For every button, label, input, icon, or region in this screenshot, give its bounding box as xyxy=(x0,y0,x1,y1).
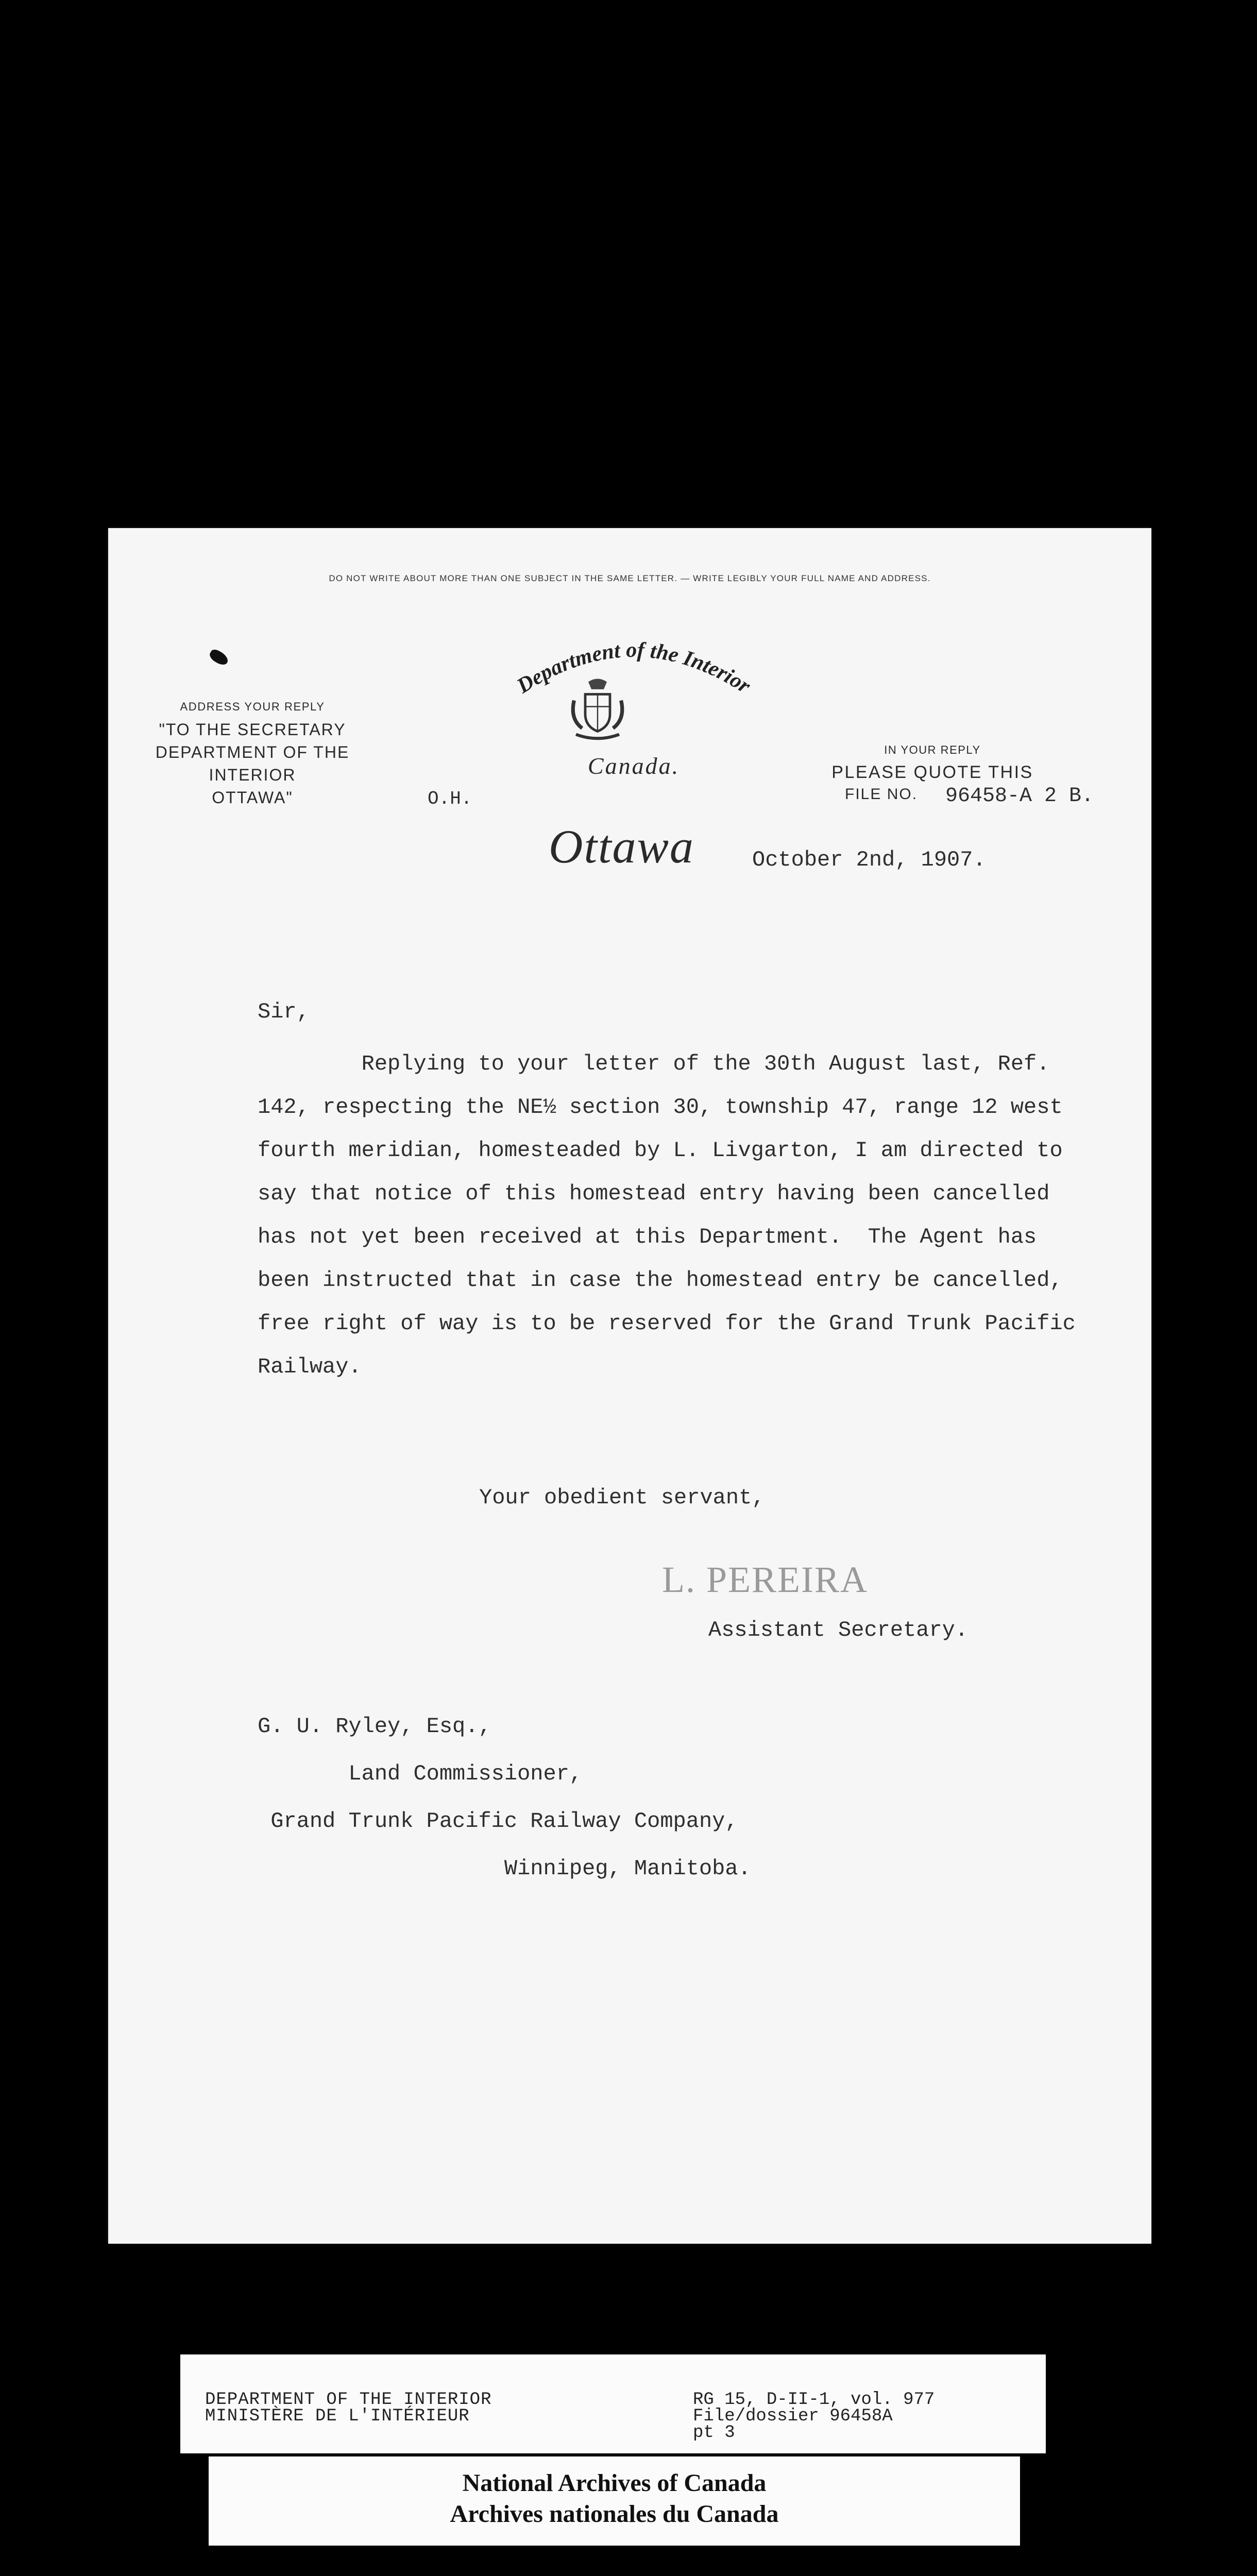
body-line: say that notice of this homestead entry having been cancelled xyxy=(258,1181,1050,1206)
department-fr: MINISTÈRE DE L'INTÉRIEUR xyxy=(205,2406,470,2426)
file-no-label: FILE NO. xyxy=(845,786,918,803)
letter-date: October 2nd, 1907. xyxy=(752,848,986,872)
archives-name-en: National Archives of Canada xyxy=(462,2469,767,2497)
addressee-line: G. U. Ryley, Esq., xyxy=(258,1714,491,1739)
archives-name-fr: Archives nationales du Canada xyxy=(450,2500,779,2528)
signature-stamp: L. PEREIRA xyxy=(662,1559,869,1600)
country-name: Canada. xyxy=(587,753,680,779)
body-line: 142, respecting the NE½ section 30, township 47, range 12 west xyxy=(258,1095,1063,1120)
body-line: free right of way is to be reserved for the Grand Trunk Pacific xyxy=(258,1311,1076,1336)
addressee-line: Land Commissioner, xyxy=(258,1761,583,1786)
addressee-block xyxy=(258,1703,751,1892)
signer-title: Assistant Secretary. xyxy=(708,1618,969,1642)
department-letterhead xyxy=(500,629,768,706)
reply-line1: IN YOUR REPLY xyxy=(884,743,981,756)
address-reply-line3: DEPARTMENT OF THE INTERIOR xyxy=(155,743,350,784)
body-line: fourth meridian, homesteaded by L. Livgarton, I am directed to xyxy=(258,1138,1063,1163)
address-reply-line1: ADDRESS YOUR REPLY xyxy=(180,700,325,713)
royal-crest-icon xyxy=(567,675,628,744)
salutation: Sir, xyxy=(258,999,310,1024)
addressee-line: Winnipeg, Manitoba. xyxy=(258,1856,751,1881)
body-line: been instructed that in case the homestead entry be cancelled, xyxy=(258,1268,1063,1293)
archives-name xyxy=(209,2468,1020,2530)
closing: Your obedient servant, xyxy=(479,1485,765,1510)
department-en: DEPARTMENT OF THE INTERIOR xyxy=(205,2390,492,2410)
body-line: has not yet been received at this Department. The Agent has xyxy=(258,1225,1037,1249)
address-reply-block xyxy=(131,696,373,809)
top-instruction-note: DO NOT WRITE ABOUT MORE THAN ONE SUBJECT IN THE SAME LETTER. — WRITE LEGIBLY YOUR FULL NAME AND ADDRESS. xyxy=(329,573,931,583)
body-line: Railway. xyxy=(258,1354,362,1379)
address-reply-line2: "TO THE SECRETARY xyxy=(159,720,346,739)
archives-stamp-label xyxy=(209,2456,1020,2546)
reference-line3: pt 3 xyxy=(693,2423,735,2443)
department-label xyxy=(205,2392,492,2425)
addressee-line: Grand Trunk Pacific Railway Company, xyxy=(258,1809,738,1834)
reference-line1: RG 15, D-II-1, vol. 977 xyxy=(693,2390,935,2410)
clerk-initials: O.H. xyxy=(428,788,472,809)
place-name: Ottawa xyxy=(549,820,694,873)
address-reply-line4: OTTAWA" xyxy=(212,788,293,807)
reference-line2: File/dossier 96458A xyxy=(693,2406,893,2426)
letter-body xyxy=(258,1042,1200,1388)
archive-reference xyxy=(693,2392,935,2441)
department-name: Department of the Interior xyxy=(513,638,755,699)
ink-mark xyxy=(208,648,230,667)
reply-line2: PLEASE QUOTE THIS xyxy=(831,762,1033,782)
letter-page xyxy=(108,528,1151,2244)
archive-reference-label xyxy=(180,2354,1046,2453)
body-line: Replying to your letter of the 30th August last, Ref. xyxy=(258,1052,1050,1076)
file-number: 96458-A 2 B. xyxy=(945,785,1094,808)
